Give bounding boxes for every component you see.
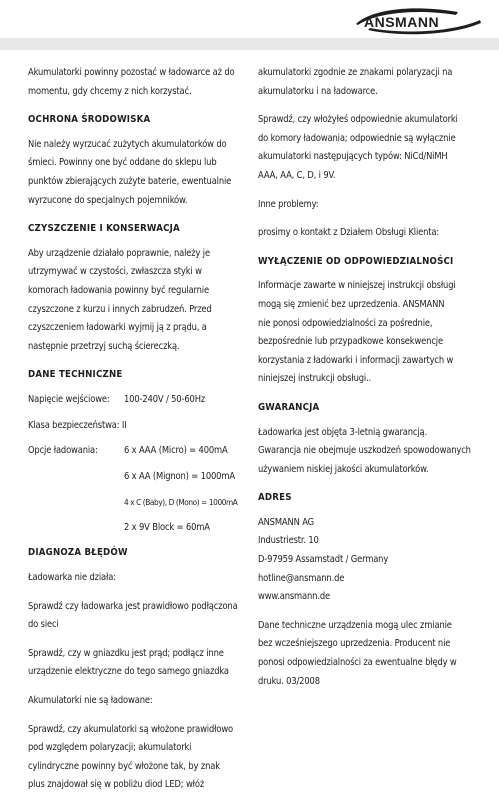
email: hotline@ansmann.de	[258, 572, 345, 584]
text-line: Sprawdź, czy w gniazdku jest prąd; podłącz inne	[28, 647, 224, 659]
text-line: momentu, gdy chcemy z nich korzystać.	[28, 85, 192, 97]
text-line: czyszczeniem ładowarki wyjmij ją z prądu, a	[28, 322, 207, 334]
text-line: ponosi odpowiedzialności za ewentualne błędy w	[258, 657, 457, 669]
text-line: punktów zbierających zużyte baterie, ewentualnie	[28, 175, 232, 187]
heading-adres: ADRES	[258, 492, 292, 504]
other-problems-paragraph	[258, 196, 480, 215]
spec-row	[28, 417, 248, 436]
text-line: wyrzucone do specjalnych pojemników.	[28, 194, 188, 206]
spec-key: Klasa bezpieczeństwa: II	[28, 419, 127, 431]
spec-key: Napięcie wejściowe:	[28, 393, 110, 405]
text-line: Nie należy wyrzucać zużytych akumulatorków do	[28, 138, 227, 150]
spec-value: 2 x 9V Block = 60mA	[124, 521, 210, 533]
brand-name: ANSMANN	[364, 14, 440, 30]
text-line: Ładowarka jest objęta 3-letnią gwarancją.	[258, 426, 428, 438]
spec-row	[28, 519, 248, 538]
text-line: do sieci	[28, 619, 59, 631]
text-line: następnie przetrzyj suchą ściereczką.	[28, 340, 180, 352]
text-line: utrzymywać w czystości, zwłaszcza styki w	[28, 266, 202, 278]
text-line: akumulatorku i na ładowarce.	[258, 85, 378, 97]
text-line: akumulatorki następujących typów: NiCd/NiMH	[258, 151, 448, 163]
text-line: Informacje zawarte w niniejszej instrukcji obsługi	[258, 280, 456, 292]
text-line: Gwarancja nie obejmuje uszkodzeń spowodowanych	[258, 445, 471, 457]
header-bar	[0, 38, 499, 50]
text-line: komorach ładowania powinny być regularnie	[28, 284, 209, 296]
text-line: śmieci. Powinny one być oddane do sklepu lub	[28, 157, 217, 169]
spec-value: 6 x AAA (Micro) = 400mA	[124, 445, 228, 457]
diag-paragraph	[28, 692, 248, 711]
continued-paragraph	[258, 64, 480, 101]
intro-paragraph	[28, 64, 248, 101]
heading-ochrona: OCHRONA ŚRODOWISKA	[28, 114, 151, 126]
text-line: pod względem polaryzacji; akumulatorki	[28, 742, 192, 754]
spec-row	[28, 468, 248, 487]
diag-paragraph	[28, 569, 248, 588]
diag-paragraph	[28, 721, 248, 795]
company-name: ANSMANN AG	[258, 516, 314, 528]
text-line: akumulatorki zgodnie ze znakami polaryzacji na	[258, 67, 453, 78]
spec-value: 6 x AA (Mignon) = 1000mA	[124, 470, 235, 482]
spec-key	[28, 468, 124, 487]
text-line: Sprawdź, czy włożyłeś odpowiednie akumulatorki	[258, 114, 458, 126]
text-line: druku. 03/2008	[258, 675, 320, 687]
text-line: Dane techniczne urządzenia mogą ulec zmianie	[258, 619, 452, 631]
text-line: mogą się zmienić bez uprzedzenia. ANSMANN	[258, 298, 445, 310]
spec-value: 4 x C (Baby), D (Mono) = 1000mA	[124, 497, 238, 508]
text-line: do komory ładowania; odpowiednie są wyłącznie	[258, 132, 456, 144]
spec-key: Opcje ładowania:	[28, 445, 98, 457]
street: Industriestr. 10	[258, 535, 319, 547]
text-line: Inne problemy:	[258, 198, 319, 210]
battery-types-paragraph	[258, 111, 480, 185]
text-line: korzystania z ładowarki i informacji zawartych w	[258, 354, 454, 366]
text-line: używaniem niskiej jakości akumulatorków.	[258, 463, 429, 475]
website: www.ansmann.de	[258, 591, 331, 603]
text-line: czyszczone z kurzu i innych zabrudzeń. Przed	[28, 303, 212, 315]
heading-dane: DANE TECHNICZNE	[28, 369, 123, 381]
spec-row	[28, 391, 248, 410]
text-line: urządzenie elektryczne do tego samego gniazdka	[28, 666, 229, 678]
spec-list	[28, 391, 248, 538]
gwarancja-paragraph	[258, 424, 480, 480]
text-line: nie ponosi odpowiedzialności za pośrednie,	[258, 317, 433, 329]
text-line: cylindryczne powinny być włożone tak, by znak	[28, 760, 220, 772]
city: D-97959 Assamstadt / Germany	[258, 554, 389, 566]
heading-czyszczenie: CZYSZCZENIE I KONSERWACJA	[28, 223, 180, 235]
address-block	[258, 514, 480, 607]
contact-paragraph	[258, 224, 480, 243]
heading-wylaczenie: WYŁĄCZENIE OD ODPOWIEDZIALNOŚCI	[258, 255, 454, 267]
spec-row	[28, 493, 248, 512]
footer-paragraph	[258, 617, 480, 691]
heading-diagnoza: DIAGNOZA BŁĘDÓW	[28, 547, 128, 559]
wylaczenie-paragraph	[258, 277, 480, 389]
left-column	[28, 64, 248, 805]
text-line: Sprawdź czy ładowarka jest prawidłowo podłączona	[28, 600, 238, 612]
right-column	[258, 64, 480, 701]
ansmann-logo	[350, 6, 485, 36]
text-line: AAA, AA, C, D, i 9V.	[258, 169, 336, 181]
text-line: Aby urządzenie działało poprawnie, należy je	[28, 247, 210, 259]
spec-row	[28, 442, 248, 461]
diag-paragraph	[28, 598, 248, 635]
text-line: Ładowarka nie działa:	[28, 572, 116, 584]
ochrona-paragraph	[28, 136, 248, 210]
text-line: bezpośrednie lub przypadkowe konsekwencje	[258, 336, 443, 348]
czyszczenie-paragraph	[28, 245, 248, 357]
spec-key	[28, 519, 124, 538]
text-line: bez wcześniejszego uprzedzenia. Producent nie	[258, 638, 451, 650]
text-line: niniejszej instrukcji obsługi..	[258, 373, 372, 385]
text-line: Sprawdź, czy akumulatorki są włożone prawidłowo	[28, 723, 233, 735]
text-line: Akumulatorki nie są ładowane:	[28, 695, 153, 707]
text-line: Akumulatorki powinny pozostać w ładowarce aż do	[28, 67, 235, 78]
text-line: prosimy o kontakt z Działem Obsługi Klienta:	[258, 227, 440, 239]
heading-gwarancja: GWARANCJA	[258, 401, 320, 413]
spec-key	[28, 493, 124, 512]
text-line: plus znajdował się w pobliżu diod LED; włóż	[28, 779, 205, 791]
diag-paragraph	[28, 645, 248, 682]
spec-value: 100-240V / 50-60Hz	[124, 393, 206, 405]
